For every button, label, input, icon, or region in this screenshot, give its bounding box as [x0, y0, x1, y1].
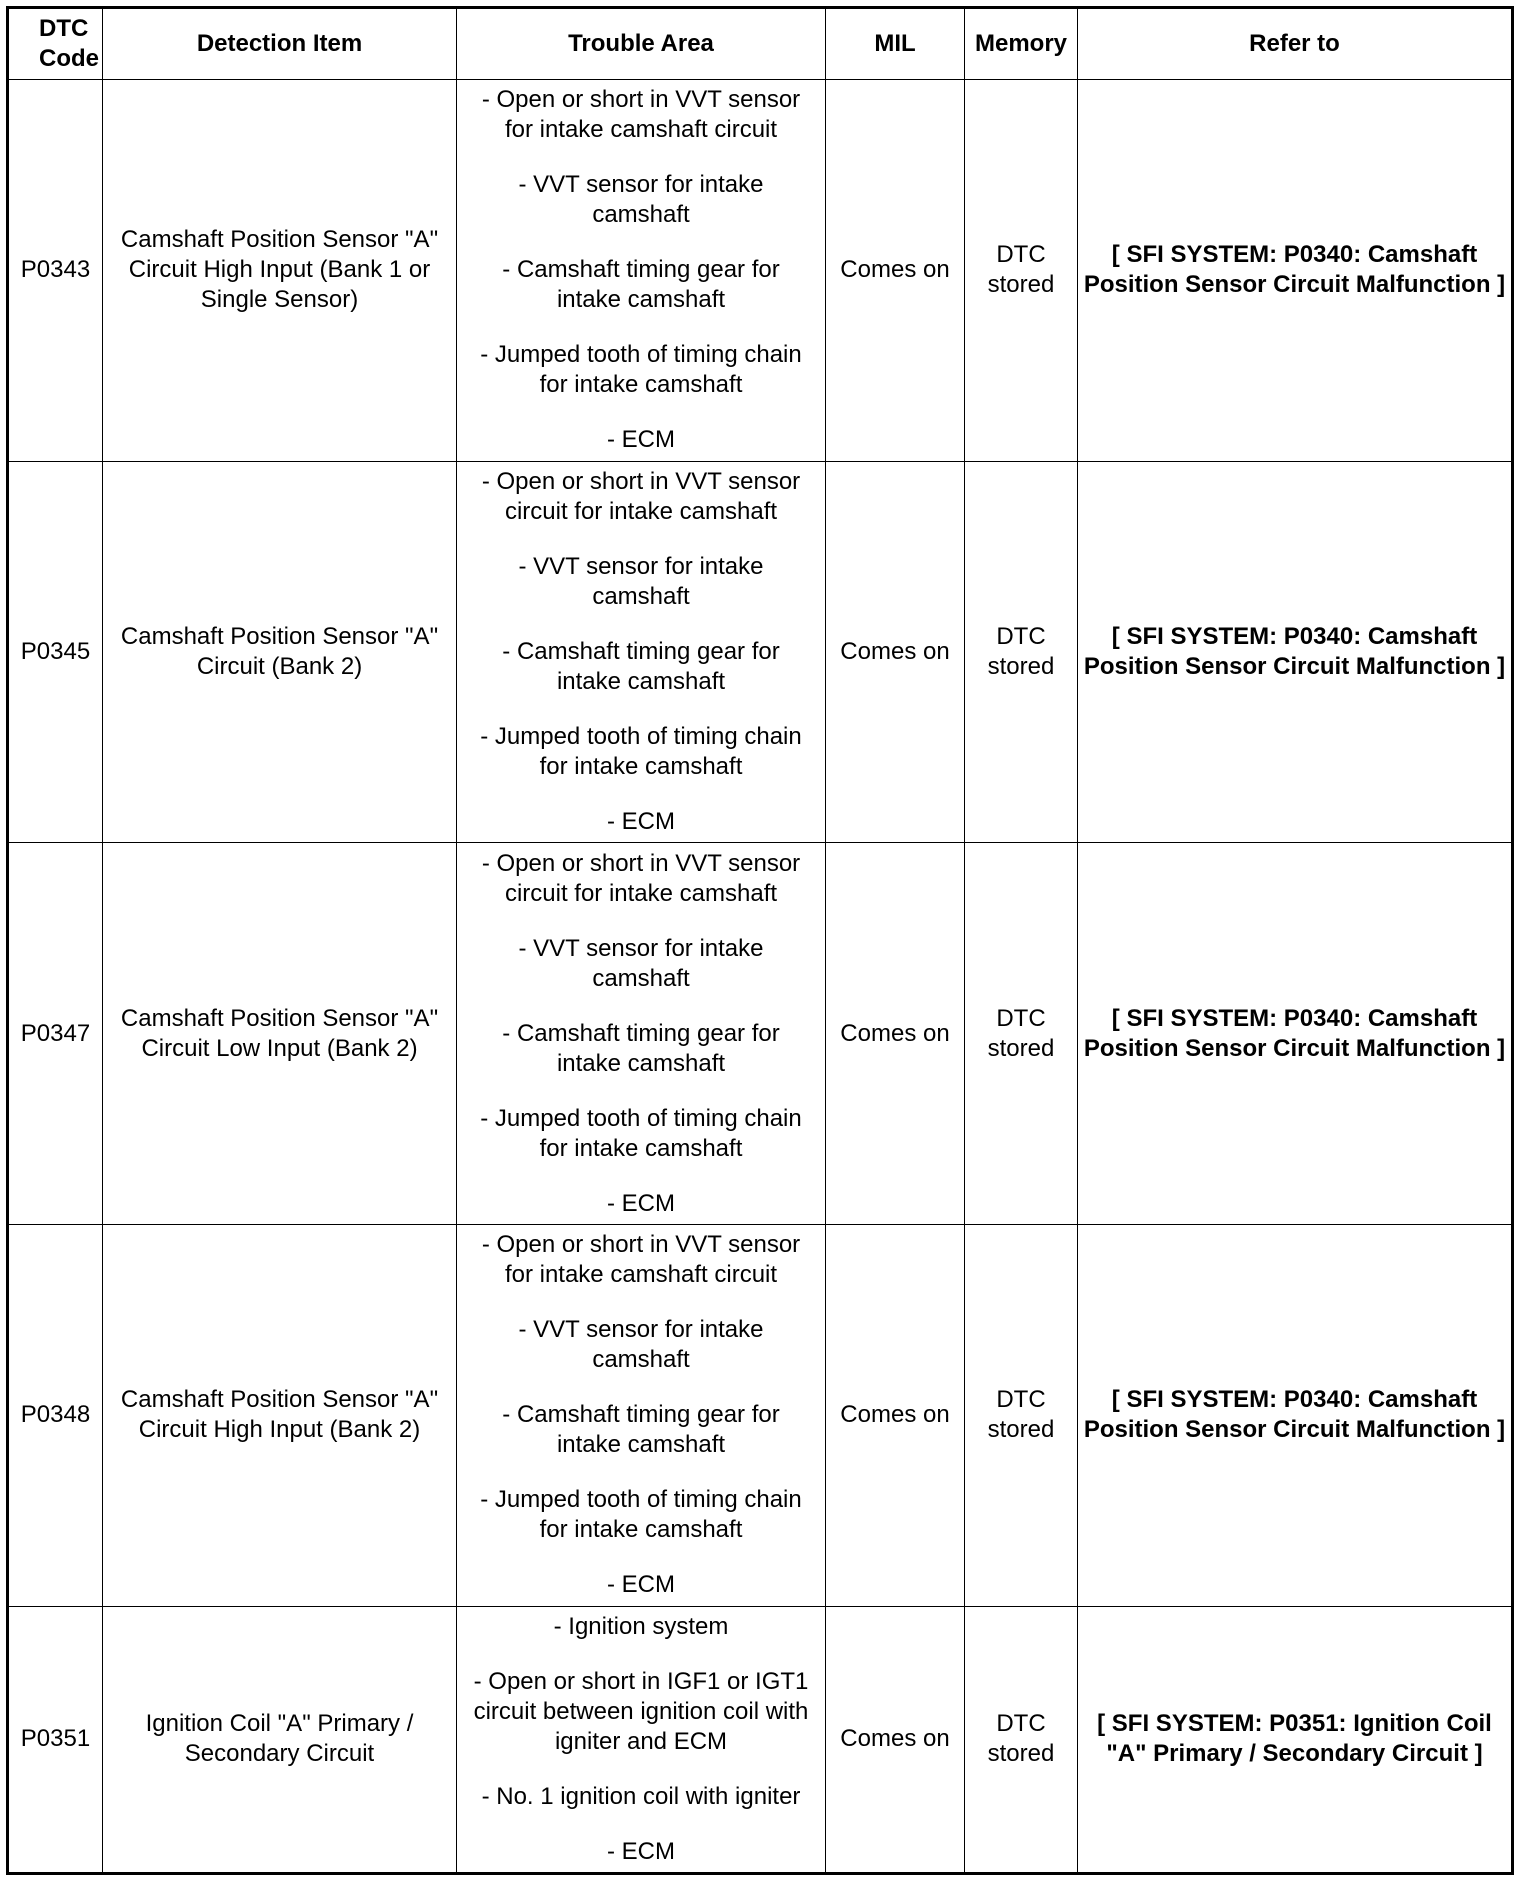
trouble-item: - ECM: [607, 1837, 675, 1865]
trouble-item: - Camshaft timing gear for intake camshaft: [502, 1401, 780, 1459]
memory-cell: DTC stored: [965, 80, 1078, 462]
trouble-item: - VVT sensor for intake camshaft: [518, 553, 764, 611]
trouble-item: - Camshaft timing gear for intake camshaft: [502, 1019, 780, 1077]
trouble-item: - Jumped tooth of timing chain for intake camshaft: [480, 723, 802, 781]
trouble-item: - VVT sensor for intake camshaft: [518, 934, 764, 992]
memory-cell: DTC stored: [965, 1606, 1078, 1873]
detection-item-cell: Camshaft Position Sensor "A" Circuit High Input (Bank 1 or Single Sensor): [103, 80, 457, 462]
mil-cell: Comes on: [826, 1606, 965, 1873]
memory-cell: DTC stored: [965, 461, 1078, 843]
header-row: [8, 8, 1513, 80]
detection-item-cell: Camshaft Position Sensor "A" Circuit Low Input (Bank 2): [103, 843, 457, 1225]
trouble-item: - Open or short in VVT sensor for intake camshaft circuit: [481, 86, 801, 144]
detection-item-cell: Camshaft Position Sensor "A" Circuit (Bank 2): [103, 461, 457, 843]
header-mil: MIL: [826, 8, 965, 80]
refer-to-link[interactable]: [ SFI SYSTEM: P0340: Camshaft Position Sensor Circuit Malfunction ]: [1078, 1225, 1513, 1607]
refer-to-link[interactable]: [ SFI SYSTEM: P0340: Camshaft Position Sensor Circuit Malfunction ]: [1078, 461, 1513, 843]
table-row: [8, 1606, 1513, 1873]
header-dtc-code: DTC Code: [8, 8, 103, 80]
trouble-item: - Ignition system: [553, 1612, 729, 1640]
trouble-area-cell: [457, 1606, 826, 1873]
trouble-item: - VVT sensor for intake camshaft: [518, 1316, 764, 1374]
dtc-code-cell: P0347: [8, 843, 103, 1225]
trouble-item: - No. 1 ignition coil with igniter: [481, 1782, 801, 1810]
refer-to-link[interactable]: [ SFI SYSTEM: P0340: Camshaft Position Sensor Circuit Malfunction ]: [1078, 80, 1513, 462]
mil-cell: Comes on: [826, 80, 965, 462]
trouble-item: - ECM: [607, 426, 675, 454]
trouble-item: - ECM: [607, 1189, 675, 1217]
trouble-item: - Open or short in IGF1 or IGT1 circuit between ignition coil with igniter and ECM: [473, 1667, 809, 1755]
header-detection-item: Detection Item: [103, 8, 457, 80]
dtc-code-cell: P0343: [8, 80, 103, 462]
dtc-code-cell: P0345: [8, 461, 103, 843]
header-memory: Memory: [965, 8, 1078, 80]
trouble-area-cell: [457, 461, 826, 843]
detection-item-cell: Camshaft Position Sensor "A" Circuit High Input (Bank 2): [103, 1225, 457, 1607]
dtc-table: [6, 6, 1514, 1875]
trouble-area-cell: [457, 80, 826, 462]
trouble-item: - ECM: [607, 1571, 675, 1599]
refer-to-link[interactable]: [ SFI SYSTEM: P0351: Ignition Coil "A" Primary / Secondary Circuit ]: [1078, 1606, 1513, 1873]
table-row: [8, 843, 1513, 1225]
trouble-item: - Jumped tooth of timing chain for intake camshaft: [480, 1104, 802, 1162]
trouble-item: - Jumped tooth of timing chain for intake camshaft: [480, 1486, 802, 1544]
refer-to-link[interactable]: [ SFI SYSTEM: P0340: Camshaft Position Sensor Circuit Malfunction ]: [1078, 843, 1513, 1225]
trouble-item: - Camshaft timing gear for intake camshaft: [502, 256, 780, 314]
header-trouble-area: Trouble Area: [457, 8, 826, 80]
detection-item-cell: Ignition Coil "A" Primary / Secondary Circuit: [103, 1606, 457, 1873]
table-row: [8, 461, 1513, 843]
trouble-area-cell: [457, 1225, 826, 1607]
mil-cell: Comes on: [826, 1225, 965, 1607]
trouble-item: - Camshaft timing gear for intake camshaft: [502, 638, 780, 696]
trouble-item: - Open or short in VVT sensor circuit for intake camshaft: [481, 468, 801, 526]
trouble-item: - Open or short in VVT sensor circuit for intake camshaft: [481, 849, 801, 907]
dtc-code-cell: P0351: [8, 1606, 103, 1873]
trouble-item: - Jumped tooth of timing chain for intake camshaft: [480, 341, 802, 399]
memory-cell: DTC stored: [965, 1225, 1078, 1607]
mil-cell: Comes on: [826, 461, 965, 843]
trouble-item: - VVT sensor for intake camshaft: [518, 171, 764, 229]
memory-cell: DTC stored: [965, 843, 1078, 1225]
table-row: [8, 80, 1513, 462]
trouble-item: - ECM: [607, 808, 675, 836]
mil-cell: Comes on: [826, 843, 965, 1225]
header-refer-to: Refer to: [1078, 8, 1513, 80]
trouble-area-cell: [457, 843, 826, 1225]
dtc-code-cell: P0348: [8, 1225, 103, 1607]
table-row: [8, 1225, 1513, 1607]
trouble-item: - Open or short in VVT sensor for intake camshaft circuit: [481, 1231, 801, 1289]
